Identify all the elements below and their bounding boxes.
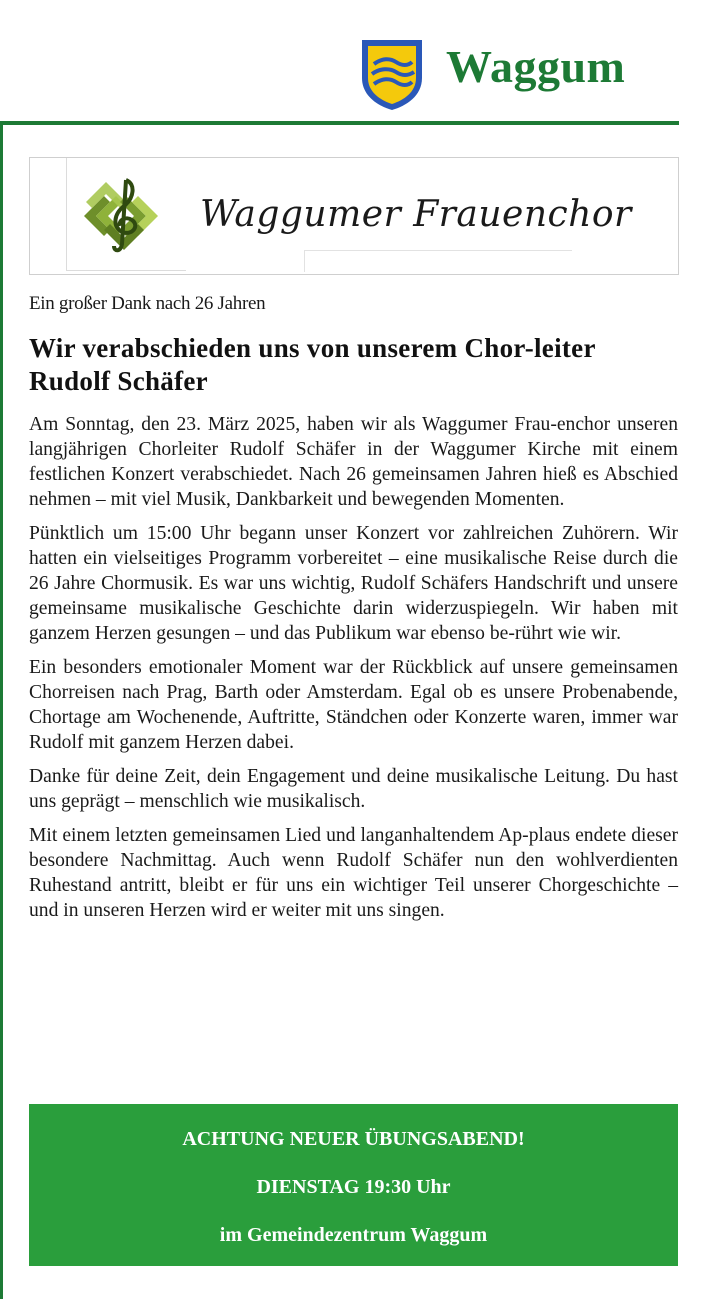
article-paragraph: Ein besonders emotionaler Moment war der Rückblick auf unsere gemeinsamen Chorreisen nach Prag, Barth oder Amsterdam. Egal ob es unsere Probenabende, Chortage am Wochenende, Auftritte, Ständchen oder Konzerte waren, immer war Rudolf mit ganzem Herzen dabei.	[29, 657, 678, 753]
article-paragraph: Danke für deine Zeit, dein Engagement und deine musikalische Leitung. Du hast uns geprägt – menschlich wie musikalisch.	[29, 766, 678, 812]
rehearsal-notice-box	[29, 1104, 678, 1266]
article-paragraph: Am Sonntag, den 23. März 2025, haben wir als Waggumer Frau-enchor unseren langjährigen Chorleiter Rudolf Schäfer in der Waggumer Kirche mit einem festlichen Konzert verabschiedet. Nach 26 gemeinsamen Jahren hieß es Abschied nehmen – mit viel Musik, Dankbarkeit und bewegenden Momenten.	[29, 414, 678, 510]
article-paragraph: Pünktlich um 15:00 Uhr begann unser Konzert vor zahlreichen Zuhörern. Wir hatten ein vielseitiges Programm vorbereitet – eine musikalische Reise durch die 26 Jahre Chormusik. Es war uns wichtig, Rudolf Schäfers Handschrift und unsere gemeinsame musikalische Geschichte darin widerzuspiegeln. Wir haben mit ganzem Herzen gesungen – und das Publikum war ebenso be-rührt wie wir.	[29, 523, 678, 644]
choir-banner	[29, 157, 679, 275]
page-header	[0, 0, 715, 126]
notice-day-time: DIENSTAG 19:30 Uhr	[256, 1176, 451, 1198]
choir-name: Waggumer Frauenchor	[200, 194, 632, 235]
article-headline: Wir verabschieden uns von unserem Chor-leiter Rudolf Schäfer	[29, 333, 596, 396]
town-name: Waggum	[446, 41, 626, 92]
notice-headline: ACHTUNG NEUER ÜBUNGSABEND!	[182, 1128, 525, 1150]
article-kicker: Ein großer Dank nach 26 Jahren	[29, 293, 266, 314]
article-body	[29, 412, 678, 932]
article-paragraph: Mit einem letzten gemeinsamen Lied und langanhaltendem Ap-plaus endete dieser besondere Nachmittag. Auch wenn Rudolf Schäfer nun den wohlverdienten Ruhestand antritt, bleibt er für uns ein wichtiger Teil unserer Chorgeschichte – und in unseren Herzen wird er weiter mit uns singen.	[29, 825, 678, 921]
treble-clef-logo-icon	[76, 170, 176, 262]
header-divider	[0, 121, 679, 125]
coat-of-arms-icon	[360, 38, 424, 112]
left-border	[0, 121, 3, 1299]
notice-location: im Gemeindezentrum Waggum	[219, 1224, 488, 1246]
